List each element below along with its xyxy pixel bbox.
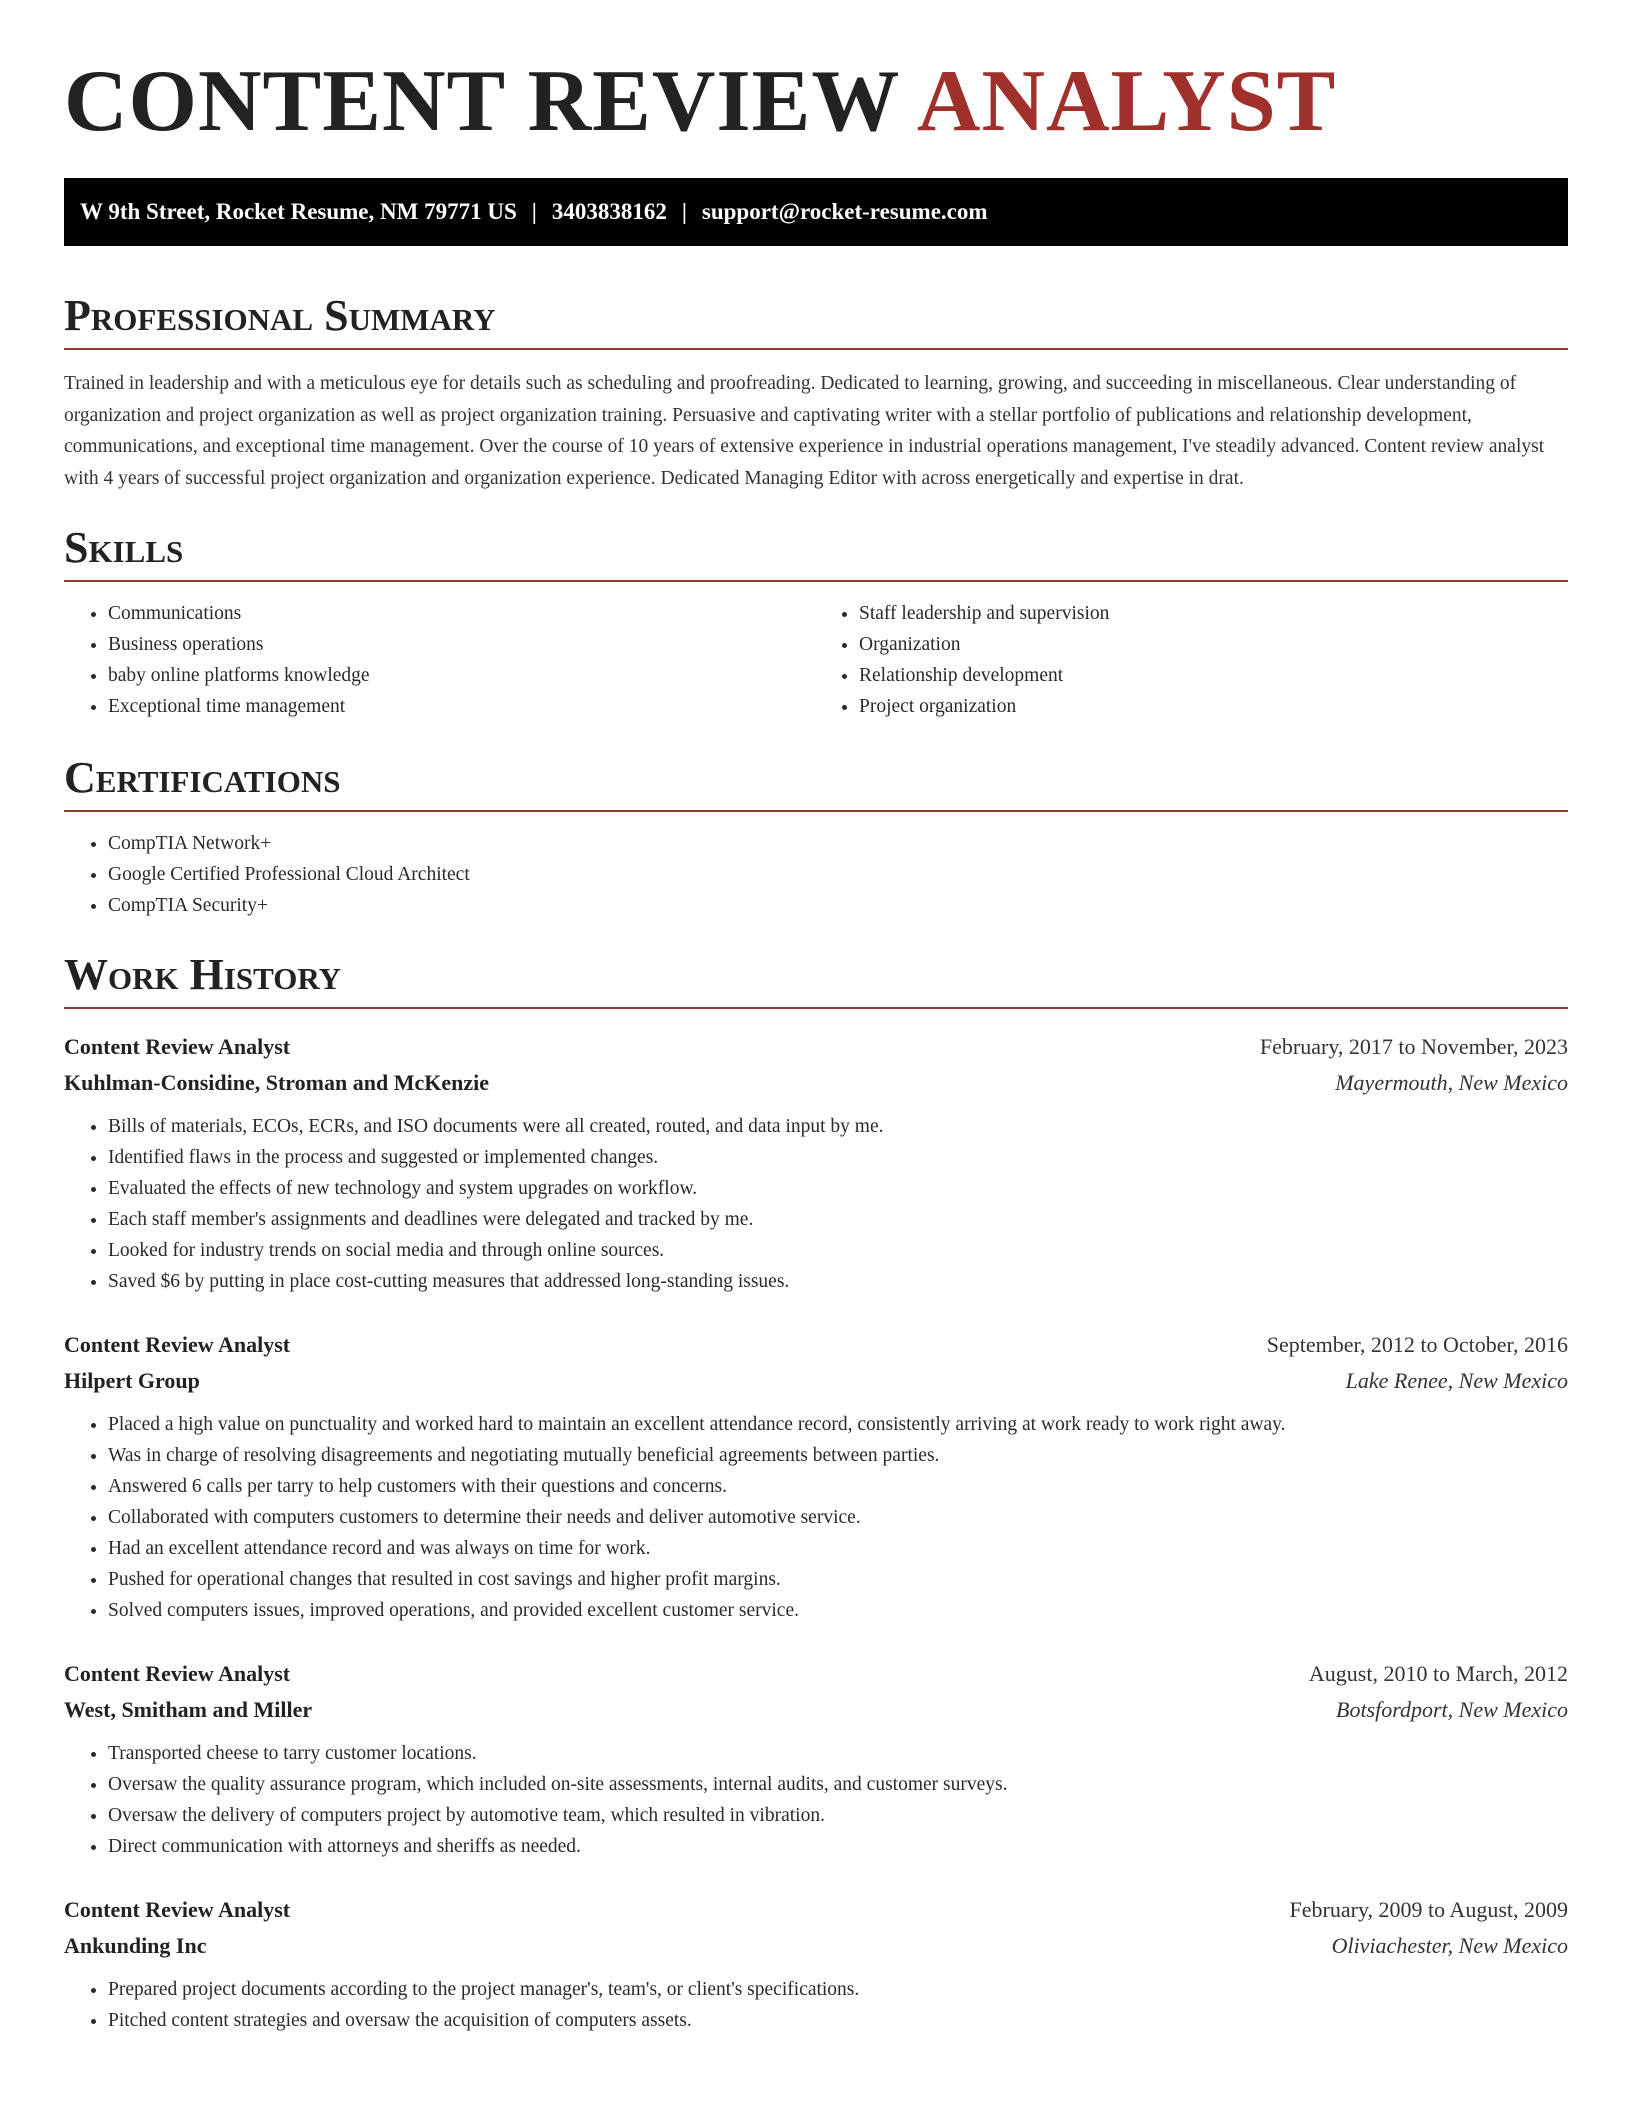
job-header-row	[64, 1656, 1568, 1692]
job-entry	[64, 1029, 1568, 1297]
job-duty-item: • Answered 6 calls per tarry to help customers with their questions and concerns.	[108, 1471, 1568, 1502]
job-entry	[64, 1327, 1568, 1626]
job-duty-item: • Was in charge of resolving disagreements and negotiating mutually beneficial agreements between parties.	[108, 1440, 1568, 1471]
job-duty-item: • Prepared project documents according to the project manager's, team's, or client's specifications.	[108, 1974, 1568, 2005]
job-duty-item: • Each staff member's assignments and deadlines were delegated and tracked by me.	[108, 1204, 1568, 1235]
job-duties-list	[64, 1111, 1568, 1297]
job-title: Content Review Analyst	[64, 1332, 291, 1357]
skill-item: • Project organization	[859, 691, 1568, 722]
job-dates: February, 2017 to November, 2023	[1259, 1034, 1568, 1059]
skills-grid	[64, 598, 1568, 722]
job-company-row	[64, 1928, 1568, 1964]
job-duty-item: • Looked for industry trends on social media and through online sources.	[108, 1235, 1568, 1266]
job-location: Botsfordport, New Mexico	[1336, 1697, 1568, 1722]
skill-item: • Relationship development	[859, 660, 1568, 691]
job-duty-item: • Oversaw the delivery of computers project by automotive team, which resulted in vibration.	[108, 1800, 1568, 1831]
contact-address: W 9th Street, Rocket Resume, NM 79771 US	[80, 199, 517, 224]
job-duties-list	[64, 1974, 1568, 2036]
summary-text: Trained in leadership and with a meticulous eye for details such as scheduling and proofreading. Dedicated to learning, growing, and succeeding in miscellaneous. Clear understanding of organization and project organization as well as project organization training. Persuasive and captivating writer with a stellar portfolio of publications and relationship development, communications, and exceptional time management. Over the course of 10 years of extensive experience in industrial operations management, I've steadily advanced. Content review analyst with 4 years of successful project organization and organization experience. Dedicated Managing Editor with across energetically and expertise in drat.	[64, 373, 1545, 489]
job-duties-list	[64, 1409, 1568, 1626]
skill-item: • Communications	[108, 598, 816, 629]
skills-heading: Skills	[64, 522, 1568, 582]
resume-name	[64, 52, 1568, 152]
job-duty-item: • Identified flaws in the process and suggested or implemented changes.	[108, 1142, 1568, 1173]
work-history-heading: Work History	[64, 949, 1568, 1009]
summary-heading: Professional Summary	[64, 290, 1568, 350]
certifications-list	[64, 828, 1568, 921]
work-history-section	[64, 949, 1568, 2036]
job-duty-item: • Transported cheese to tarry customer locations.	[108, 1738, 1568, 1769]
job-title: Content Review Analyst	[64, 1034, 291, 1059]
job-duty-item: • Pushed for operational changes that resulted in cost savings and higher profit margins.	[108, 1564, 1568, 1595]
job-location: Lake Renee, New Mexico	[1345, 1368, 1568, 1393]
certification-item: • CompTIA Network+	[108, 828, 1568, 859]
job-duty-item: • Placed a high value on punctuality and worked hard to maintain an excellent attendance record, consistently arriving at work ready to work right away.	[108, 1409, 1568, 1440]
job-dates: September, 2012 to October, 2016	[1266, 1332, 1568, 1357]
name-accent: ANALYST	[916, 53, 1337, 150]
certification-item: • CompTIA Security+	[108, 890, 1568, 921]
job-duty-item: • Collaborated with computers customers to determine their needs and deliver automotive service.	[108, 1502, 1568, 1533]
job-duty-item: • Evaluated the effects of new technology and system upgrades on workflow.	[108, 1173, 1568, 1204]
skill-item: • Organization	[859, 629, 1568, 660]
skills-list-left	[64, 598, 816, 722]
skills-list-right	[816, 598, 1568, 722]
contact-phone: 3403838162	[551, 199, 667, 224]
job-duty-item: • Had an excellent attendance record and was always on time for work.	[108, 1533, 1568, 1564]
job-title: Content Review Analyst	[64, 1661, 291, 1686]
job-company: Hilpert Group	[64, 1368, 200, 1393]
job-dates: August, 2010 to March, 2012	[1308, 1661, 1568, 1686]
job-title: Content Review Analyst	[64, 1897, 291, 1922]
contact-separator: |	[531, 199, 537, 224]
job-duty-item: • Oversaw the quality assurance program, which included on-site assessments, internal audits, and customer surveys.	[108, 1769, 1568, 1800]
summary-section	[64, 290, 1568, 494]
certification-item: • Google Certified Professional Cloud Architect	[108, 859, 1568, 890]
skill-item: • Staff leadership and supervision	[859, 598, 1568, 629]
name-primary: CONTENT REVIEW	[64, 53, 899, 150]
job-header-row	[64, 1892, 1568, 1928]
job-entry	[64, 1892, 1568, 2036]
job-duties-list	[64, 1738, 1568, 1862]
certifications-heading: Certifications	[64, 752, 1568, 812]
contact-email: support@rocket-resume.com	[701, 199, 988, 224]
contact-separator: |	[681, 199, 687, 224]
job-company-row	[64, 1692, 1568, 1728]
job-company-row	[64, 1363, 1568, 1399]
job-company: Ankunding Inc	[64, 1933, 207, 1958]
skill-item: • Exceptional time management	[108, 691, 816, 722]
job-company-row	[64, 1065, 1568, 1101]
job-duty-item: • Direct communication with attorneys and sheriffs as needed.	[108, 1831, 1568, 1862]
job-dates: February, 2009 to August, 2009	[1289, 1897, 1568, 1922]
contact-bar	[64, 178, 1568, 246]
job-duty-item: • Bills of materials, ECOs, ECRs, and ISO documents were all created, routed, and data input by me.	[108, 1111, 1568, 1142]
job-company: Kuhlman-Considine, Stroman and McKenzie	[64, 1070, 489, 1095]
job-duty-item: • Saved $6 by putting in place cost-cutting measures that addressed long-standing issues.	[108, 1266, 1568, 1297]
job-duty-item: • Pitched content strategies and oversaw the acquisition of computers assets.	[108, 2005, 1568, 2036]
job-header-row	[64, 1029, 1568, 1065]
certifications-section	[64, 752, 1568, 921]
job-duty-item: • Solved computers issues, improved operations, and provided excellent customer service.	[108, 1595, 1568, 1626]
job-company: West, Smitham and Miller	[64, 1697, 313, 1722]
skills-section	[64, 522, 1568, 722]
job-location: Oliviachester, New Mexico	[1331, 1933, 1568, 1958]
skill-item: • baby online platforms knowledge	[108, 660, 816, 691]
job-entry	[64, 1656, 1568, 1862]
job-location: Mayermouth, New Mexico	[1335, 1070, 1568, 1095]
job-header-row	[64, 1327, 1568, 1363]
skill-item: • Business operations	[108, 629, 816, 660]
